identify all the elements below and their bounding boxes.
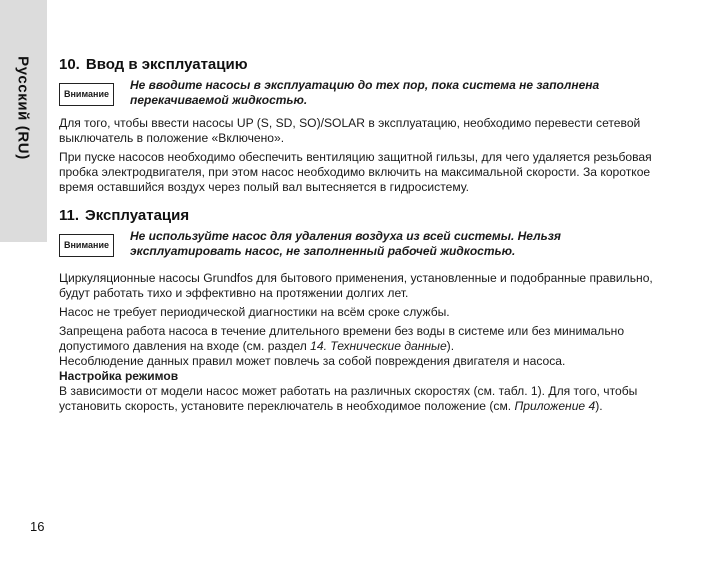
warning-label-box: Внимание bbox=[59, 83, 114, 106]
warning-label-box: Внимание bbox=[59, 234, 114, 257]
section-10-paragraph-1: Для того, чтобы ввести насосы UP (S, SD, SO)/SOLAR в эксплуатацию, необходимо перевести сетевой выключатель в положение «Включено». bbox=[59, 116, 641, 145]
section-11-paragraph-4: Несоблюдение данных правил может повлечь за собой повреждения двигателя и насоса. bbox=[59, 354, 566, 368]
warning-text: Не вводите насосы в эксплуатацию до тех пор, пока система не заполнена перекачиваемой жидкостью. bbox=[130, 78, 600, 107]
section-10-warning bbox=[59, 78, 659, 108]
language-label: Русский (RU) bbox=[14, 56, 32, 160]
appendix-reference: Приложение 4 bbox=[514, 399, 596, 413]
section-11-warning bbox=[59, 229, 659, 259]
paragraph-3-end: ). bbox=[446, 339, 455, 353]
section-11-paragraph-2: Насос не требует периодической диагностики на всём сроке службы. bbox=[59, 305, 450, 319]
section-10-heading bbox=[59, 56, 659, 74]
paragraph-3-text: Запрещена работа насоса в течение длительного времени без воды в системе или без минимально допустимого давления на входе (см. раздел bbox=[59, 324, 625, 353]
mode-settings-paragraph bbox=[59, 384, 659, 414]
section-11-title: Эксплуатация bbox=[85, 207, 190, 224]
section-10-title: Ввод в эксплуатацию bbox=[85, 56, 248, 73]
section-11-paragraph-3 bbox=[59, 324, 659, 354]
technical-data-reference: 14. Технические данные bbox=[310, 339, 447, 353]
section-11-heading bbox=[59, 207, 659, 225]
section-10-number: 10. bbox=[59, 56, 80, 73]
warning-text: Не используйте насос для удаления воздуха из всей системы. Нельзя эксплуатировать насос, не заполненный рабочей жидкостью. bbox=[130, 229, 561, 258]
section-11-paragraph-1: Циркуляционные насосы Grundfos для бытового применения, установленные и подобранные правильно, будут работать тихо и эффективно на протяжении долгих лет. bbox=[59, 271, 653, 300]
mode-settings-heading: Настройка режимов bbox=[59, 369, 179, 383]
section-11-number: 11. bbox=[59, 207, 80, 224]
mode-settings-text: В зависимости от модели насос может работать на различных скоростях (см. табл. 1). Для того, чтобы установить скорость, установите переключатель в необходимое положение (см. bbox=[59, 384, 638, 413]
mode-settings-end: ). bbox=[595, 399, 603, 413]
language-side-tab bbox=[0, 0, 47, 242]
page-content bbox=[59, 56, 659, 414]
section-10-paragraph-2: При пуске насосов необходимо обеспечить вентиляцию защитной гильзы, для чего удаляется резьбовая пробка электродвигателя, при этом насос необходимо включить на максимальной скорости. За короткое время оставшийся воздух через полый вал вытесняется в гидросистему. bbox=[59, 150, 652, 194]
page-number: 16 bbox=[30, 519, 45, 534]
